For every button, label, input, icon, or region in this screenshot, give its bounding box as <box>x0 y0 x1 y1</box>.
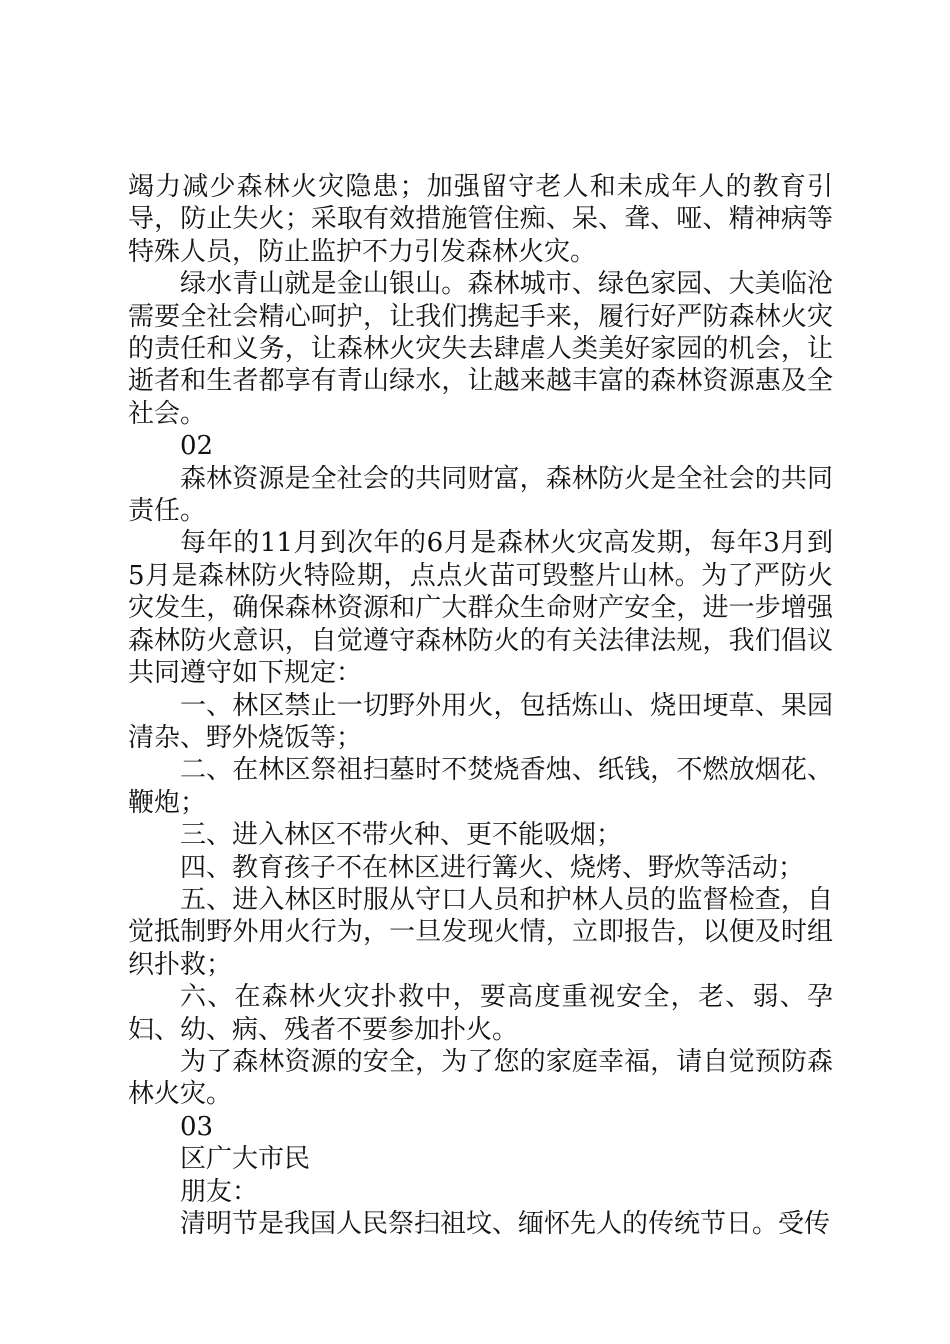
rule-item-1: 一、林区禁止一切野外用火，包括炼山、烧田埂草、果园清杂、野外烧饭等； <box>128 690 833 753</box>
document-body <box>128 171 833 1240</box>
section-number-02: 02 <box>180 431 214 462</box>
rule-item-5: 五、进入林区时服从守口人员和护林人员的监督检查，自觉抵制野外用火行为，一旦发现火情，立即报告，以便及时组织扑救； <box>128 884 833 980</box>
paragraph-fire-season: 每年的11月到次年的6月是森林火灾高发期，每年3月到5月是森林防火特险期，点点火苗可毁整片山林。为了严防火灾发生，确保森林资源和广大群众生命财产安全，进一步增强森林防火意识，自觉遵守森林防火的有关法律法规，我们倡议共同遵守如下规定： <box>128 528 833 689</box>
paragraph-green-mountains: 绿水青山就是金山银山。森林城市、绿色家园、大美临沧需要全社会精心呵护，让我们携起手来，履行好严防森林火灾的责任和义务，让森林火灾失去肆虐人类美好家园的机会，让逝者和生者都享有青山绿水，让越来越丰富的森林资源惠及全社会。 <box>128 269 833 429</box>
salutation-line-1: 区广大市民 <box>180 1144 311 1175</box>
rule-item-3: 三、进入林区不带火种、更不能吸烟； <box>180 820 623 851</box>
rule-item-4: 四、教育孩子不在林区进行篝火、烧烤、野炊等活动； <box>180 852 805 883</box>
paragraph-forest-fire-hazard: 竭力减少森林火灾隐患；加强留守老人和未成年人的教育引导，防止失火；采取有效措施管住痴、呆、聋、哑、精神病等特殊人员，防止监护不力引发森林火灾。 <box>128 172 833 267</box>
rule-item-2: 二、在林区祭祖扫墓时不焚烧香烛、纸钱，不燃放烟花、鞭炮； <box>128 755 833 818</box>
paragraph-shared-wealth: 森林资源是全社会的共同财富，森林防火是全社会的共同责任。 <box>128 463 833 527</box>
section-number-03: 03 <box>180 1111 214 1142</box>
rule-item-6: 六、在森林火灾扑救中，要高度重视安全，老、弱、孕妇、幼、病、残者不要参加扑火。 <box>128 982 833 1045</box>
paragraph-qingming: 清明节是我国人民祭扫祖坟、缅怀先人的传统节日。受传 <box>180 1209 831 1239</box>
salutation-line-2: 朋友： <box>180 1176 259 1207</box>
paragraph-closing-appeal: 为了森林资源的安全，为了您的家庭幸福，请自觉预防森林火灾。 <box>128 1046 833 1110</box>
